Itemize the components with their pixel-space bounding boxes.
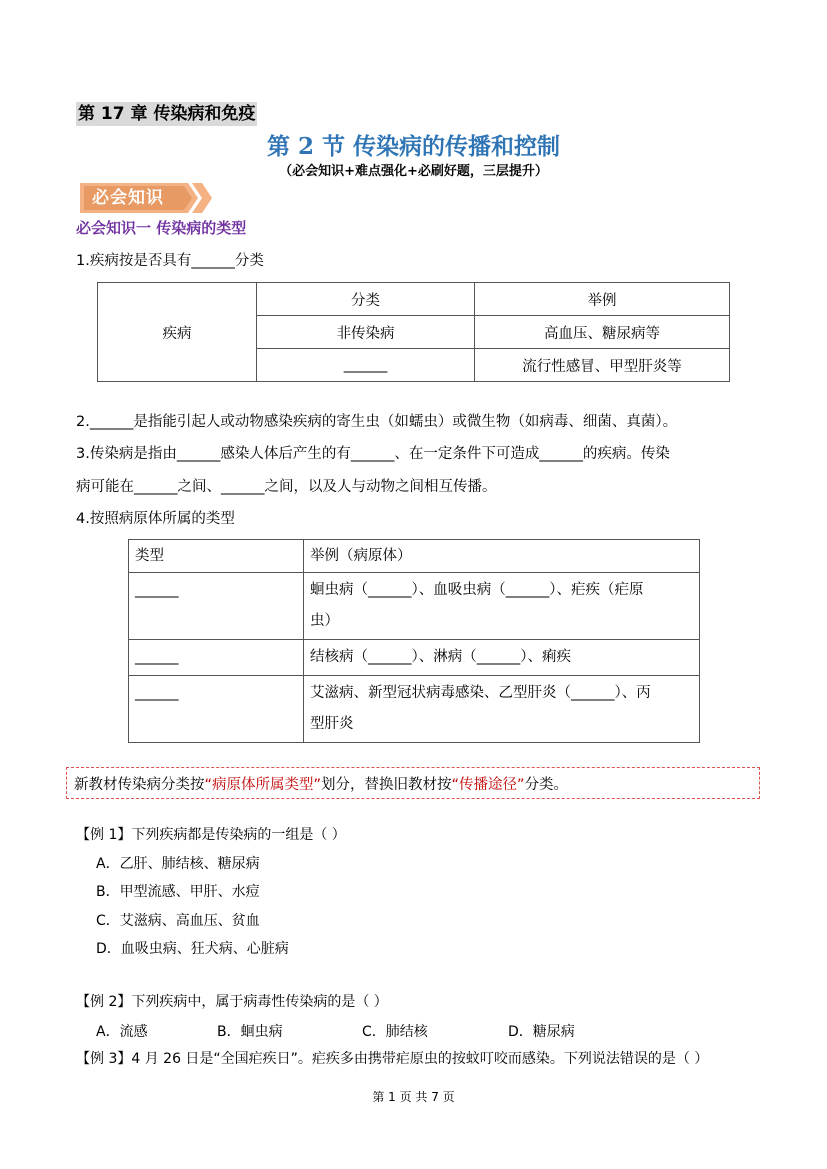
example-1-option-b: B．甲型流感、甲肝、水痘 [96, 884, 260, 900]
note-part: 划分，替换旧教材按 [321, 777, 452, 793]
table-cell: 高血压、糖尿病等 [475, 316, 730, 349]
example-1-option-d: D．血吸虫病、狂犬病、心脏病 [96, 941, 289, 957]
question-3-line-2: 病可能在______之间、______之间，以及人与动物之间相互传播。 [76, 479, 497, 495]
table-row [98, 283, 730, 316]
note-highlight: “传播途径” [451, 777, 525, 793]
section-title: 第 2 节 传染病的传播和控制 [266, 133, 561, 160]
table-row [129, 676, 700, 743]
table-row [129, 573, 700, 640]
header-cell: 举例（病原体） [304, 540, 700, 573]
example-2-option-a: A．流感 [96, 1024, 148, 1040]
example-line: 蛔虫病（______）、血吸虫病（______）、疟疾（疟原 [310, 582, 644, 598]
note-part: 分类。 [524, 777, 569, 793]
disease-classification-table [97, 282, 730, 382]
pathogen-type-table [128, 539, 700, 743]
question-3-line-1: 3.传染病是指由______感染人体后产生的有______、在一定条件下可造成______的疾病。传染 [76, 446, 670, 462]
example-1-option-a: A．乙肝、肺结核、糖尿病 [96, 856, 260, 872]
knowledge-point-title: 必会知识一 传染病的类型 [76, 219, 247, 237]
example-line: 虫） [310, 613, 339, 629]
chapter-title: 第 17 章 传染病和免疫 [78, 104, 256, 124]
table-cell: ______ [257, 349, 475, 382]
example-2-option-c: C．肺结核 [362, 1024, 428, 1040]
table-cell: 非传染病 [257, 316, 475, 349]
question-1: 1.疾病按是否具有______分类 [76, 253, 264, 269]
example-2-option-d: D．糖尿病 [508, 1024, 575, 1040]
example-line: 型肝炎 [310, 716, 354, 732]
note-highlight: “病原体所属类型” [204, 777, 322, 793]
type-cell: ______ [129, 573, 304, 640]
example-cell [304, 640, 700, 676]
example-1-stem: 【例 1】下列疾病都是传染病的一组是（ ） [76, 827, 346, 843]
example-line: 艾滋病、新型冠状病毒感染、乙型肝炎（______）、丙 [310, 685, 651, 701]
type-cell: ______ [129, 640, 304, 676]
header-cell: 类型 [129, 540, 304, 573]
example-cell [304, 573, 700, 640]
banner-label: 必会知识 [92, 188, 164, 208]
example-1-option-c: C．艾滋病、高血压、贫血 [96, 913, 260, 929]
example-2-stem: 【例 2】下列疾病中，属于病毒性传染病的是（ ） [76, 994, 388, 1010]
header-cell: 举例 [475, 283, 730, 316]
table-row [129, 540, 700, 573]
question-2: 2.______是指能引起人或动物感染疾病的寄生虫（如蠕虫）或微生物（如病毒、细菌、真菌）。 [76, 414, 678, 430]
example-2-option-b: B．蛔虫病 [217, 1024, 283, 1040]
question-4: 4.按照病原体所属的类型 [76, 511, 235, 527]
page-footer: 第 1 页 共 7 页 [372, 1090, 455, 1104]
row-label-cell: 疾病 [98, 283, 257, 382]
type-cell: ______ [129, 676, 304, 743]
subtitle: （必会知识+难点强化+必刷好题，三层提升） [279, 164, 548, 179]
note-text [74, 773, 568, 794]
example-cell [304, 676, 700, 743]
table-row [129, 640, 700, 676]
example-3-stem: 【例 3】4 月 26 日是“全国疟疾日”。疟疾多由携带疟原虫的按蚊叮咬而感染。下列说法错误的是（ ） [76, 1051, 709, 1067]
example-line: 结核病（______）、淋病（______）、痢疾 [310, 649, 571, 665]
header-cell: 分类 [257, 283, 475, 316]
table-cell: 流行性感冒、甲型肝炎等 [475, 349, 730, 382]
note-part: 新教材传染病分类按 [74, 777, 205, 793]
